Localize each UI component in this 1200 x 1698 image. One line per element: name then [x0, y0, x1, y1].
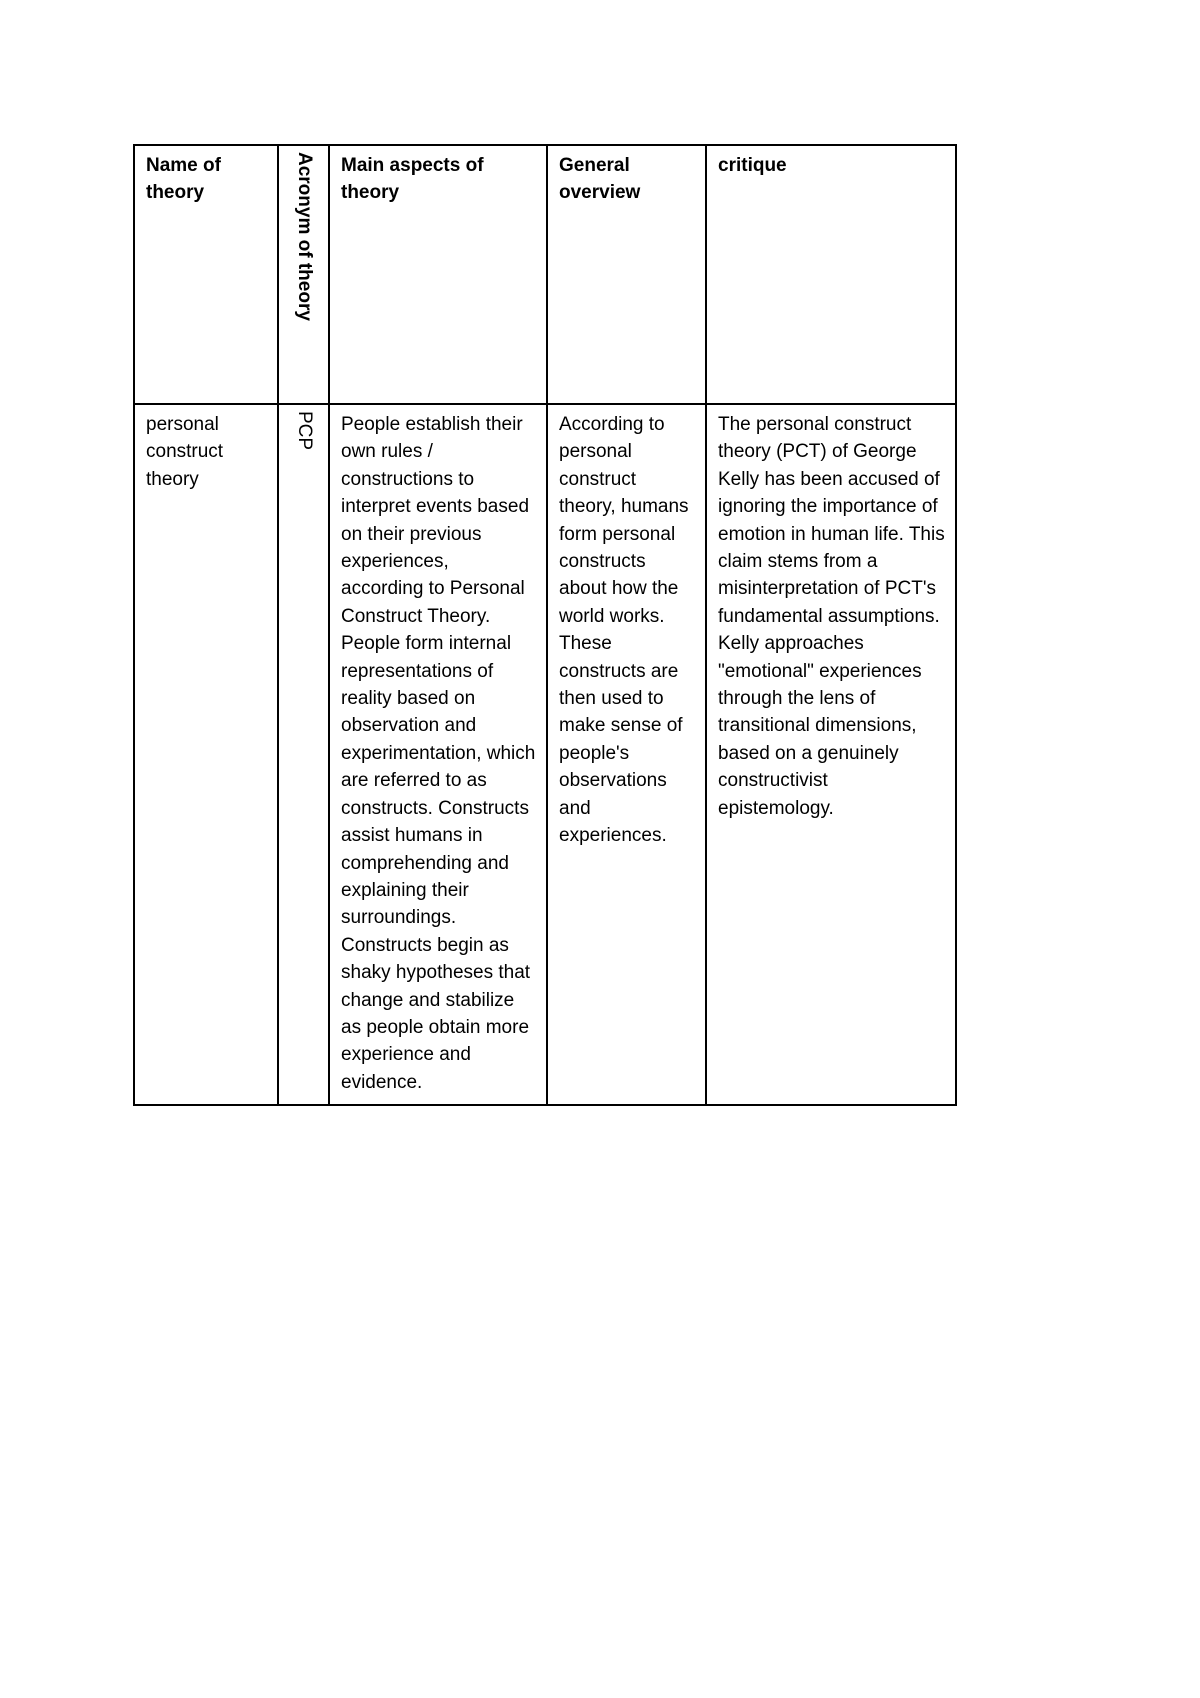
acronym-text: PCP [294, 411, 315, 451]
cell-theory-name: personal construct theory [134, 404, 278, 1105]
header-general-overview: General overview [547, 145, 706, 404]
theory-table [133, 144, 957, 1106]
cell-acronym [278, 404, 329, 1105]
table-row [134, 404, 956, 1105]
cell-critique: The personal construct theory (PCT) of George Kelly has been accused of ignoring the importance of emotion in human life. This claim stems from a misinterpretation of PCT's fundamental assumptions. Kelly approaches "emotional" experiences through the lens of transitional dimensions, based on a genuinely constructivist epistemology. [706, 404, 956, 1105]
cell-main-aspects: People establish their own rules / constructions to interpret events based on their previous experiences, according to Personal Construct Theory. People form internal representations of reality based on observation and experimentation, which are referred to as constructs. Constructs assist humans in comprehending and explaining their surroundings. Constructs begin as shaky hypotheses that change and stabilize as people obtain more experience and evidence. [329, 404, 547, 1105]
header-main-aspects: Main aspects of theory [329, 145, 547, 404]
table-header-row [134, 145, 956, 404]
cell-general-overview: According to personal construct theory, humans form personal constructs about how the world works. These constructs are then used to make sense of people's observations and experiences. [547, 404, 706, 1105]
header-acronym-of-theory: Acronym of theory [294, 152, 315, 321]
header-name-of-theory: Name of theory [134, 145, 278, 404]
header-critique: critique [706, 145, 956, 404]
header-acronym-cell [278, 145, 329, 404]
